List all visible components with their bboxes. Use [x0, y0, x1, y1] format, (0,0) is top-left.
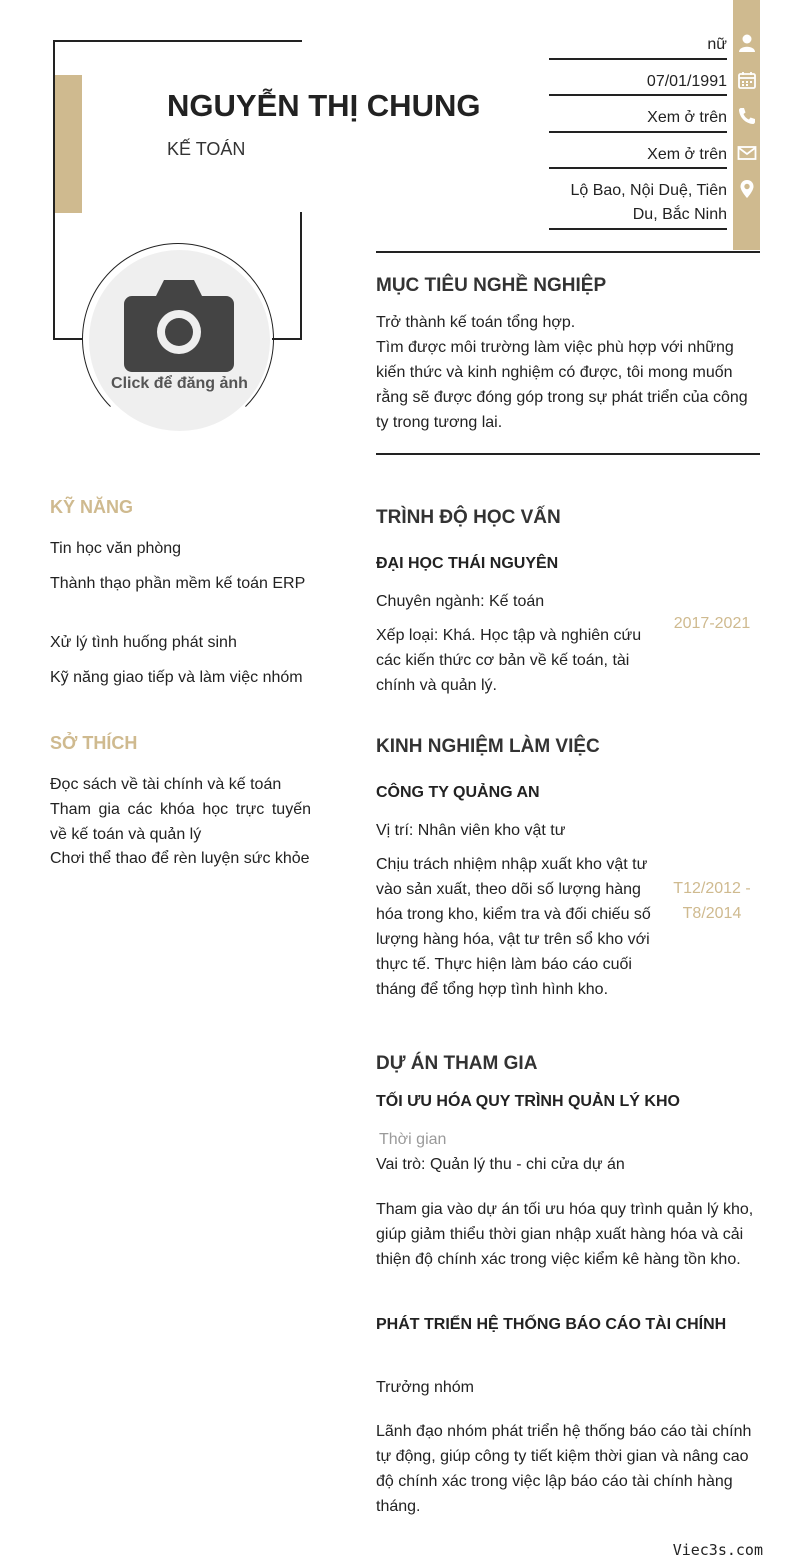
hobby-item[interactable]: Chơi thể thao để rèn luyện sức khỏe: [50, 850, 310, 867]
calendar-icon: [737, 70, 757, 90]
location-icon: [737, 179, 757, 199]
contact-gender[interactable]: nữ: [707, 36, 727, 53]
mail-icon: [737, 143, 757, 163]
education-detail[interactable]: Xếp loại: Khá. Học tập và nghiên cứu các kiến thức cơ bản về kế toán, tài chính và quản lý.: [376, 627, 642, 694]
section-divider: [376, 453, 760, 455]
contact-divider: [549, 228, 727, 230]
header-frame-bottom-right: [272, 338, 302, 340]
skill-item[interactable]: Tin học văn phòng: [50, 540, 182, 557]
user-icon: [737, 33, 757, 53]
skills-title[interactable]: KỸ NĂNG: [50, 497, 134, 517]
header-frame-right: [300, 212, 302, 340]
hobby-item[interactable]: Đọc sách về tài chính và kế toán: [50, 776, 282, 793]
footer-watermark: Viec3s.com: [672, 1541, 763, 1559]
experience-period[interactable]: T12/2012 - T8/2014: [673, 880, 751, 922]
experience-detail[interactable]: Chịu trách nhiệm nhập xuất kho vật tư vào sản xuất, theo dõi số lượng hàng hóa trong kho, kiểm tra và đối chiếu số lượng hàng hóa, vật tư trên sổ kho với thực tế. Thực hiện làm báo cáo cuối tháng để tổng hợp tình hình kho.: [376, 856, 651, 998]
project-time[interactable]: Thời gian: [379, 1131, 447, 1148]
candidate-role[interactable]: KẾ TOÁN: [167, 139, 246, 159]
project-role[interactable]: Vai trò: Quản lý thu - chi cửa dự án: [376, 1156, 625, 1173]
header-frame-bottom-left: [53, 338, 83, 340]
education-title[interactable]: TRÌNH ĐỘ HỌC VẤN: [376, 507, 561, 528]
project-role[interactable]: Trưởng nhóm: [376, 1379, 474, 1396]
objective-title[interactable]: MỤC TIÊU NGHỀ NGHIỆP: [376, 275, 607, 296]
candidate-name[interactable]: NGUYỄN THỊ CHUNG: [167, 88, 481, 123]
projects-title[interactable]: DỰ ÁN THAM GIA: [376, 1053, 538, 1074]
skill-item[interactable]: Thành thạo phần mềm kế toán ERP: [50, 575, 306, 592]
experience-title[interactable]: KINH NGHIỆM LÀM VIỆC: [376, 736, 600, 757]
contact-divider: [549, 167, 727, 169]
header-frame-top: [53, 40, 302, 42]
project-name[interactable]: TỐI ƯU HÓA QUY TRÌNH QUẢN LÝ KHO: [376, 1093, 680, 1110]
section-divider: [376, 251, 760, 253]
experience-company[interactable]: CÔNG TY QUẢNG AN: [376, 784, 540, 801]
skill-item[interactable]: Kỹ năng giao tiếp và làm việc nhóm: [50, 669, 303, 686]
accent-bar: [55, 75, 82, 213]
hobbies-title[interactable]: SỞ THÍCH: [50, 733, 138, 753]
experience-position[interactable]: Vị trí: Nhân viên kho vật tư: [376, 822, 566, 839]
hobby-item[interactable]: Tham gia các khóa học trực tuyến về kế toán và quản lý: [50, 801, 311, 843]
contact-divider: [549, 131, 727, 133]
contact-birthdate[interactable]: 07/01/1991: [646, 73, 727, 90]
camera-icon[interactable]: [124, 274, 234, 372]
project-detail[interactable]: Lãnh đạo nhóm phát triển hệ thống báo cáo tài chính tự động, giúp công ty tiết kiệm thời gian và nâng cao độ chính xác trong việc lập báo cáo tài chính hàng tháng.: [376, 1423, 752, 1515]
education-major[interactable]: Chuyên ngành: Kế toán: [376, 593, 545, 610]
phone-icon: [737, 106, 757, 126]
education-school[interactable]: ĐẠI HỌC THÁI NGUYÊN: [376, 555, 559, 572]
contact-address[interactable]: Lộ Bao, Nội Duệ, Tiên Du, Bắc Ninh: [570, 182, 727, 223]
contact-divider: [549, 58, 727, 60]
project-name[interactable]: PHÁT TRIỂN HỆ THỐNG BÁO CÁO TÀI CHÍNH: [376, 1316, 727, 1333]
contact-divider: [549, 94, 727, 96]
skill-item[interactable]: Xử lý tình huống phát sinh: [50, 634, 237, 651]
project-detail[interactable]: Tham gia vào dự án tối ưu hóa quy trình quản lý kho, giúp giảm thiểu thời gian nhập xuất hàng hóa và cải thiện độ chính xác trong việc kiểm kê hàng tồn kho.: [376, 1201, 754, 1268]
education-period[interactable]: 2017-2021: [673, 615, 751, 632]
photo-upload-label[interactable]: Click để đăng ảnh: [111, 375, 248, 392]
objective-text[interactable]: Trở thành kế toán tổng hợp. Tìm được môi trường làm việc phù hợp với những kiến thức và kinh nghiệm có được, tôi mong muốn rằng sẽ được đóng góp trong sự phát triển của công ty trong tương lai.: [376, 314, 748, 431]
contact-phone[interactable]: Xem ở trên: [647, 109, 727, 126]
contact-email[interactable]: Xem ở trên: [647, 146, 727, 163]
